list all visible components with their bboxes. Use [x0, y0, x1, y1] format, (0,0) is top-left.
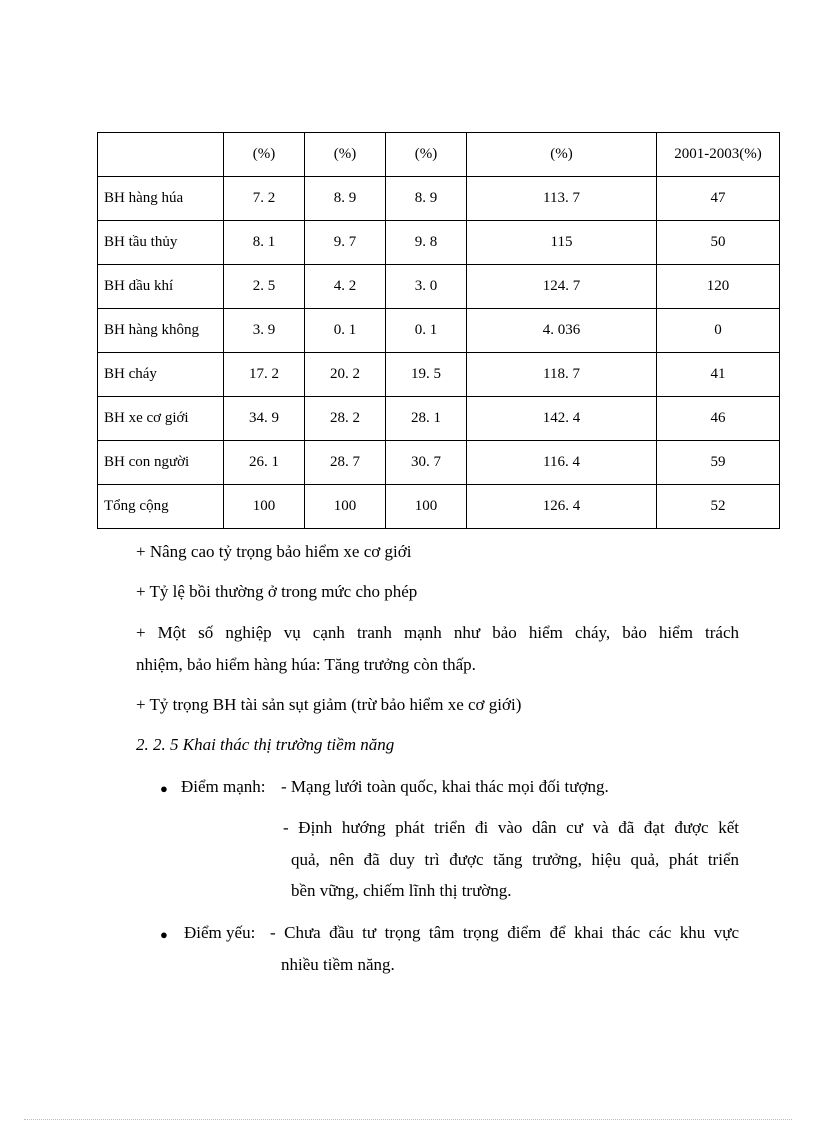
table-row-label: [98, 133, 224, 177]
table-cell: 50: [657, 221, 780, 265]
note-motor-share: + Nâng cao tỷ trọng bảo hiểm xe cơ giới: [136, 542, 412, 561]
table-cell: 20. 2: [305, 353, 386, 397]
table-cell: 46: [657, 397, 780, 441]
insurance-structure-table: [97, 132, 780, 529]
table-cell: 115: [467, 221, 657, 265]
table-row-label: Tổng cộng: [98, 485, 224, 529]
table-cell: 26. 1: [224, 441, 305, 485]
table-cell: 8. 9: [386, 177, 467, 221]
table-row: [98, 485, 780, 529]
table-cell: 17. 2: [224, 353, 305, 397]
table-cell: 7. 2: [224, 177, 305, 221]
table-cell: 52: [657, 485, 780, 529]
table-row: [98, 397, 780, 441]
table-cell: 116. 4: [467, 441, 657, 485]
note-claims-ratio: + Tỷ lệ bồi thường ở trong mức cho phép: [136, 582, 418, 601]
table-cell: 9. 7: [305, 221, 386, 265]
table-cell: 113. 7: [467, 177, 657, 221]
table-cell: 59: [657, 441, 780, 485]
section-heading: 2. 2. 5 Khai thác thị trường tiềm năng: [136, 735, 395, 754]
bullet-icon: ●: [160, 927, 168, 942]
table-cell: 3. 9: [224, 309, 305, 353]
table-cell: 142. 4: [467, 397, 657, 441]
table-cell: (%): [305, 133, 386, 177]
table-cell: 19. 5: [386, 353, 467, 397]
table-cell: 28. 2: [305, 397, 386, 441]
note-competition-line2: nhiệm, bảo hiểm hàng húa: Tăng trưởng còn thấp.: [136, 655, 476, 674]
strengths-item-2-line1: - Định hướng phát triển đi vào dân cư và đã đạt được kết: [283, 818, 739, 837]
table-cell: 8. 9: [305, 177, 386, 221]
table-row-label: BH dầu khí: [98, 265, 224, 309]
table-cell: 124. 7: [467, 265, 657, 309]
strengths-item-1: - Mạng lưới toàn quốc, khai thác mọi đối tượng.: [281, 777, 609, 796]
table-cell: 9. 8: [386, 221, 467, 265]
note-property-share: + Tỷ trọng BH tài sản sụt giảm (trừ bảo hiểm xe cơ giới): [136, 695, 522, 714]
table-row-label: BH tầu thủy: [98, 221, 224, 265]
table-cell: 47: [657, 177, 780, 221]
weaknesses-item-1-line2: nhiều tiềm năng.: [281, 955, 395, 974]
bullet-icon: ●: [160, 781, 168, 796]
table-row-label: BH hàng không: [98, 309, 224, 353]
strengths-label: Điểm mạnh:: [181, 777, 266, 796]
note-competition-line1: + Một số nghiệp vụ cạnh tranh mạnh như bảo hiểm cháy, bảo hiểm trách: [136, 623, 739, 642]
table-cell: (%): [386, 133, 467, 177]
strengths-item-2-line3: bền vững, chiếm lĩnh thị trường.: [291, 881, 512, 900]
table-row: [98, 353, 780, 397]
table-row: [98, 309, 780, 353]
table-cell: 0: [657, 309, 780, 353]
table-row: [98, 221, 780, 265]
table-row: [98, 177, 780, 221]
weaknesses-item-1-line1: - Chưa đầu tư trọng tâm trọng điểm để khai thác các khu vực: [270, 923, 739, 942]
table-cell: 4. 036: [467, 309, 657, 353]
table-cell: 0. 1: [305, 309, 386, 353]
table-cell: (%): [467, 133, 657, 177]
table-cell: 100: [386, 485, 467, 529]
table-cell: 2. 5: [224, 265, 305, 309]
table-cell: 30. 7: [386, 441, 467, 485]
table-cell: 3. 0: [386, 265, 467, 309]
table-row: [98, 265, 780, 309]
table-cell: 118. 7: [467, 353, 657, 397]
table-row: [98, 441, 780, 485]
table-cell: 0. 1: [386, 309, 467, 353]
weaknesses-label: Điểm yếu:: [184, 923, 256, 942]
page-bottom-divider: [24, 1119, 792, 1120]
table-cell: 2001-2003(%): [657, 133, 780, 177]
table-row-label: BH con người: [98, 441, 224, 485]
strengths-item-2-line2: quả, nên đã duy trì được tăng trưởng, hiệu quả, phát triển: [291, 850, 739, 869]
table-cell: 4. 2: [305, 265, 386, 309]
table-cell: 8. 1: [224, 221, 305, 265]
table-cell: 100: [305, 485, 386, 529]
table-cell: (%): [224, 133, 305, 177]
table-cell: 28. 1: [386, 397, 467, 441]
table-cell: 41: [657, 353, 780, 397]
table-row-label: BH xe cơ giới: [98, 397, 224, 441]
table-cell: 100: [224, 485, 305, 529]
table-body: [98, 133, 780, 529]
table-row-label: BH cháy: [98, 353, 224, 397]
table-header-row: [98, 133, 780, 177]
table-cell: 28. 7: [305, 441, 386, 485]
table-cell: 34. 9: [224, 397, 305, 441]
table-cell: 120: [657, 265, 780, 309]
table-cell: 126. 4: [467, 485, 657, 529]
table-row-label: BH hàng húa: [98, 177, 224, 221]
